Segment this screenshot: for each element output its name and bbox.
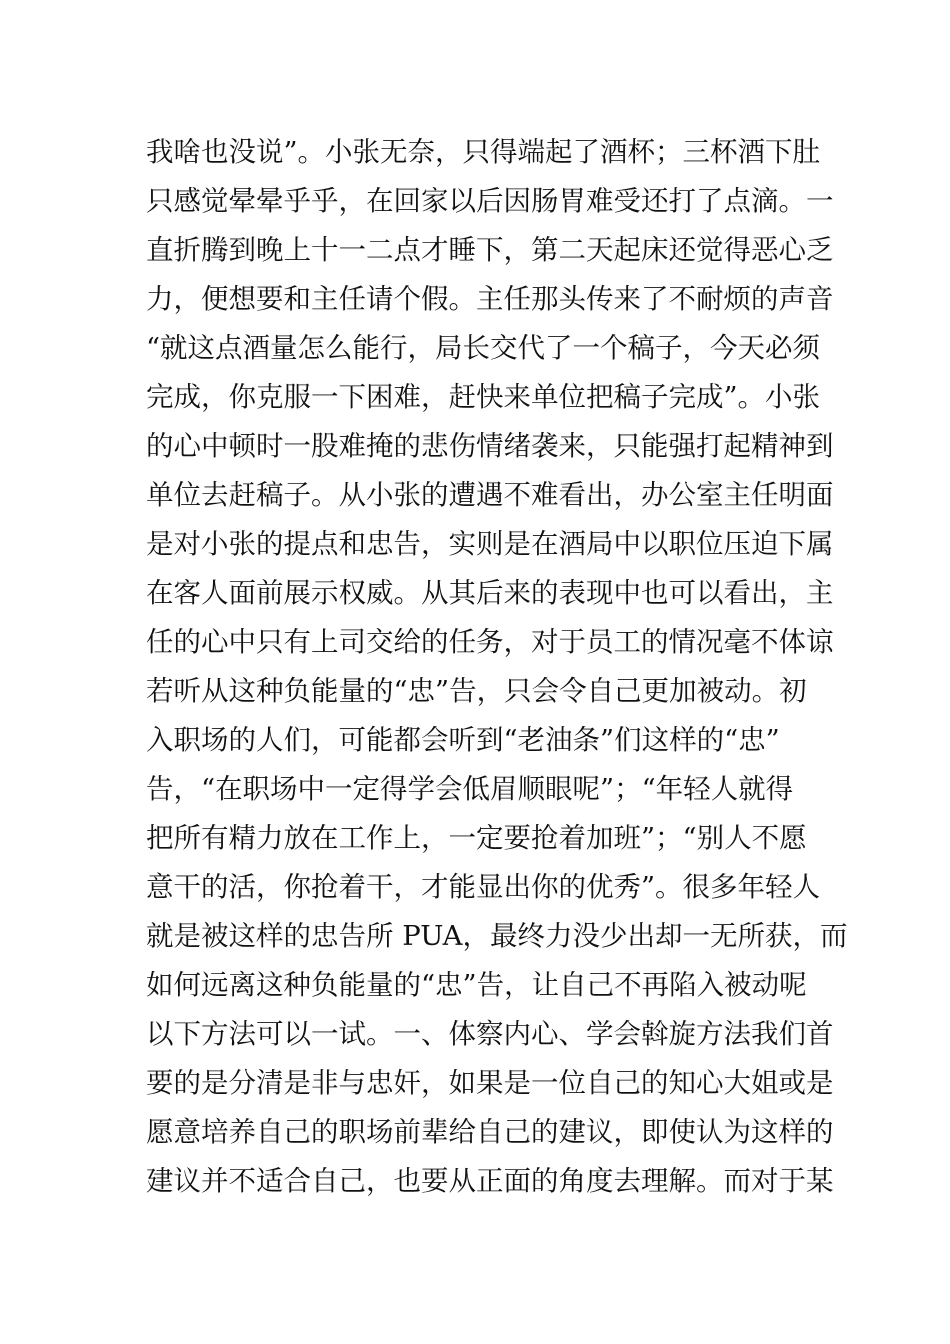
text-line: 入职场的人们，可能都会听到“老油条”们这样的“忠” [146, 724, 780, 756]
text-line: 单位去赶稿子。从小张的遭遇不难看出，办公室主任明面 [146, 479, 834, 511]
text-line: 任的心中只有上司交给的任务，对于员工的情况毫不体谅 [146, 626, 834, 658]
text-line: 告，“在职场中一定得学会低眉顺眼呢”；“年轻人就得 [146, 773, 794, 805]
text-line: 若听从这种负能量的“忠”告，只会令自己更加被动。初 [146, 675, 807, 707]
text-line: 以下方法可以一试。一、体察内心、学会斡旋方法我们首 [146, 1018, 834, 1050]
text-line: “就这点酒量怎么能行，局长交代了一个稿子，今天必须 [146, 332, 821, 364]
text-line: 要的是分清是非与忠奸，如果是一位自己的知心大姐或是 [146, 1067, 834, 1099]
text-line: 意干的活，你抢着干，才能显出你的优秀”。很多年轻人 [146, 871, 821, 903]
text-line: 在客人面前展示权威。从其后来的表现中也可以看出，主 [146, 577, 834, 609]
text-line: 的心中顿时一股难掩的悲伤情绪袭来，只能强打起精神到 [146, 430, 834, 462]
text-line: 是对小张的提点和忠告，实则是在酒局中以职位压迫下属 [146, 528, 834, 560]
body-text [146, 128, 848, 1206]
text-line: 直折腾到晚上十一二点才睡下，第二天起床还觉得恶心乏 [146, 234, 834, 266]
text-line: 只感觉晕晕乎乎，在回家以后因肠胃难受还打了点滴。一 [146, 185, 834, 217]
text-line: 我啥也没说”。小张无奈，只得端起了酒杯；三杯酒下肚 [146, 136, 821, 168]
text-line: 完成，你克服一下困难，赶快来单位把稿子完成”。小张 [146, 381, 821, 413]
text-line: 如何远离这种负能量的“忠”告，让自己不再陷入被动呢 [146, 969, 807, 1001]
text-line: 就是被这样的忠告所 PUA，最终力没少出却一无所获，而 [146, 920, 848, 952]
text-line: 力，便想要和主任请个假。主任那头传来了不耐烦的声音 [146, 283, 834, 315]
text-line: 建议并不适合自己，也要从正面的角度去理解。而对于某 [146, 1165, 834, 1197]
text-line: 愿意培养自己的职场前辈给自己的建议，即使认为这样的 [146, 1116, 834, 1148]
text-line: 把所有精力放在工作上，一定要抢着加班”；“别人不愿 [146, 822, 807, 854]
